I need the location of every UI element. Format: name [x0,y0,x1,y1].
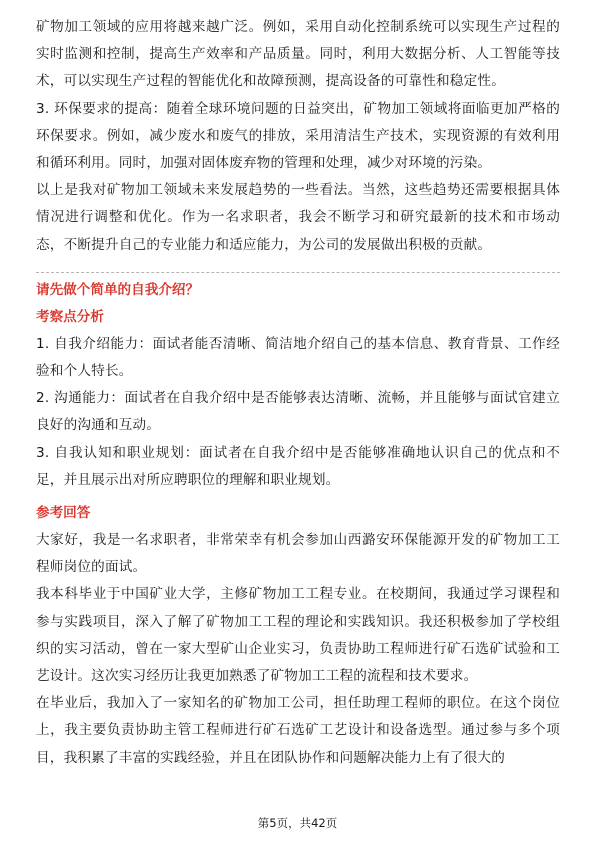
section-divider [36,272,560,273]
answer-heading: 参考回答 [36,505,91,522]
analysis-item-3: 3. 自我认知和职业规划：面试者在自我介绍中是否能够准确地认识自己的优点和不足，并且展示出对所应聘职位的理解和职业规划。 [36,444,560,488]
page-number: 第5页，共42页 [257,816,338,830]
intro-paragraph-2: 3. 环保要求的提高：随着全球环境问题的日益突出，矿物加工领域将面临更加严格的环保要求。例如，减少废水和废气的排放，采用清洁生产技术，实现资源的有效利用和循环利用。同时，加强对固体废弃物的管理和处理，减少对环境的污染。 [36,100,560,172]
answer-paragraph-3: 在毕业后，我加入了一家知名的矿物加工公司，担任助理工程师的职位。在这个岗位上，我主要负责协助主管工程师进行矿石选矿工艺设计和设备选型。通过参与多个项目，我积累了丰富的实践经验，并且在团队协作和问题解决能力上有了很大的 [36,695,560,766]
answer-paragraph-2: 我本科毕业于中国矿业大学，主修矿物加工工程专业。在校期间，我通过学习课程和参与实践项目，深入了解了矿物加工工程的理论和实践知识。我还积极参加了学校组织的实习活动，曾在一家大型矿山企业实习，负责协助工程师进行矿石选矿试验和工艺设计。这次实习经历让我更加熟悉了矿物加工工程的流程和技术要求。 [36,586,560,685]
question-title: 请先做个简单的自我介绍？ [36,281,200,298]
analysis-item-1: 1. 自我介绍能力：面试者能否清晰、简洁地介绍自己的基本信息、教育背景、工作经验和个人特长。 [36,335,560,380]
document-page [36,14,560,772]
analysis-item-2: 2. 沟通能力：面试者在自我介绍中是否能够表达清晰、流畅，并且能够与面试官建立良好的沟通和互动。 [36,390,560,434]
intro-paragraph-3: 以上是我对矿物加工领域未来发展趋势的一些看法。当然，这些趋势还需要根据具体情况进行调整和优化。作为一名求职者，我会不断学习和研究最新的技术和市场动态，不断提升自己的专业能力和适应能力，为公司的发展做出积极的贡献。 [36,182,560,253]
answer-paragraph-1: 大家好，我是一名求职者，非常荣幸有机会参加山西潞安环保能源开发的矿物加工工程师岗位的面试。 [36,532,560,576]
intro-paragraph-1: 矿物加工领域的应用将越来越广泛。例如，采用自动化控制系统可以实现生产过程的实时监测和控制，提高生产效率和产品质量。同时，利用大数据分析、人工智能等技术，可以实现生产过程的智能优化和故障预测，提高设备的可靠性和稳定性。 [36,19,560,90]
analysis-heading: 考察点分析 [36,308,104,325]
